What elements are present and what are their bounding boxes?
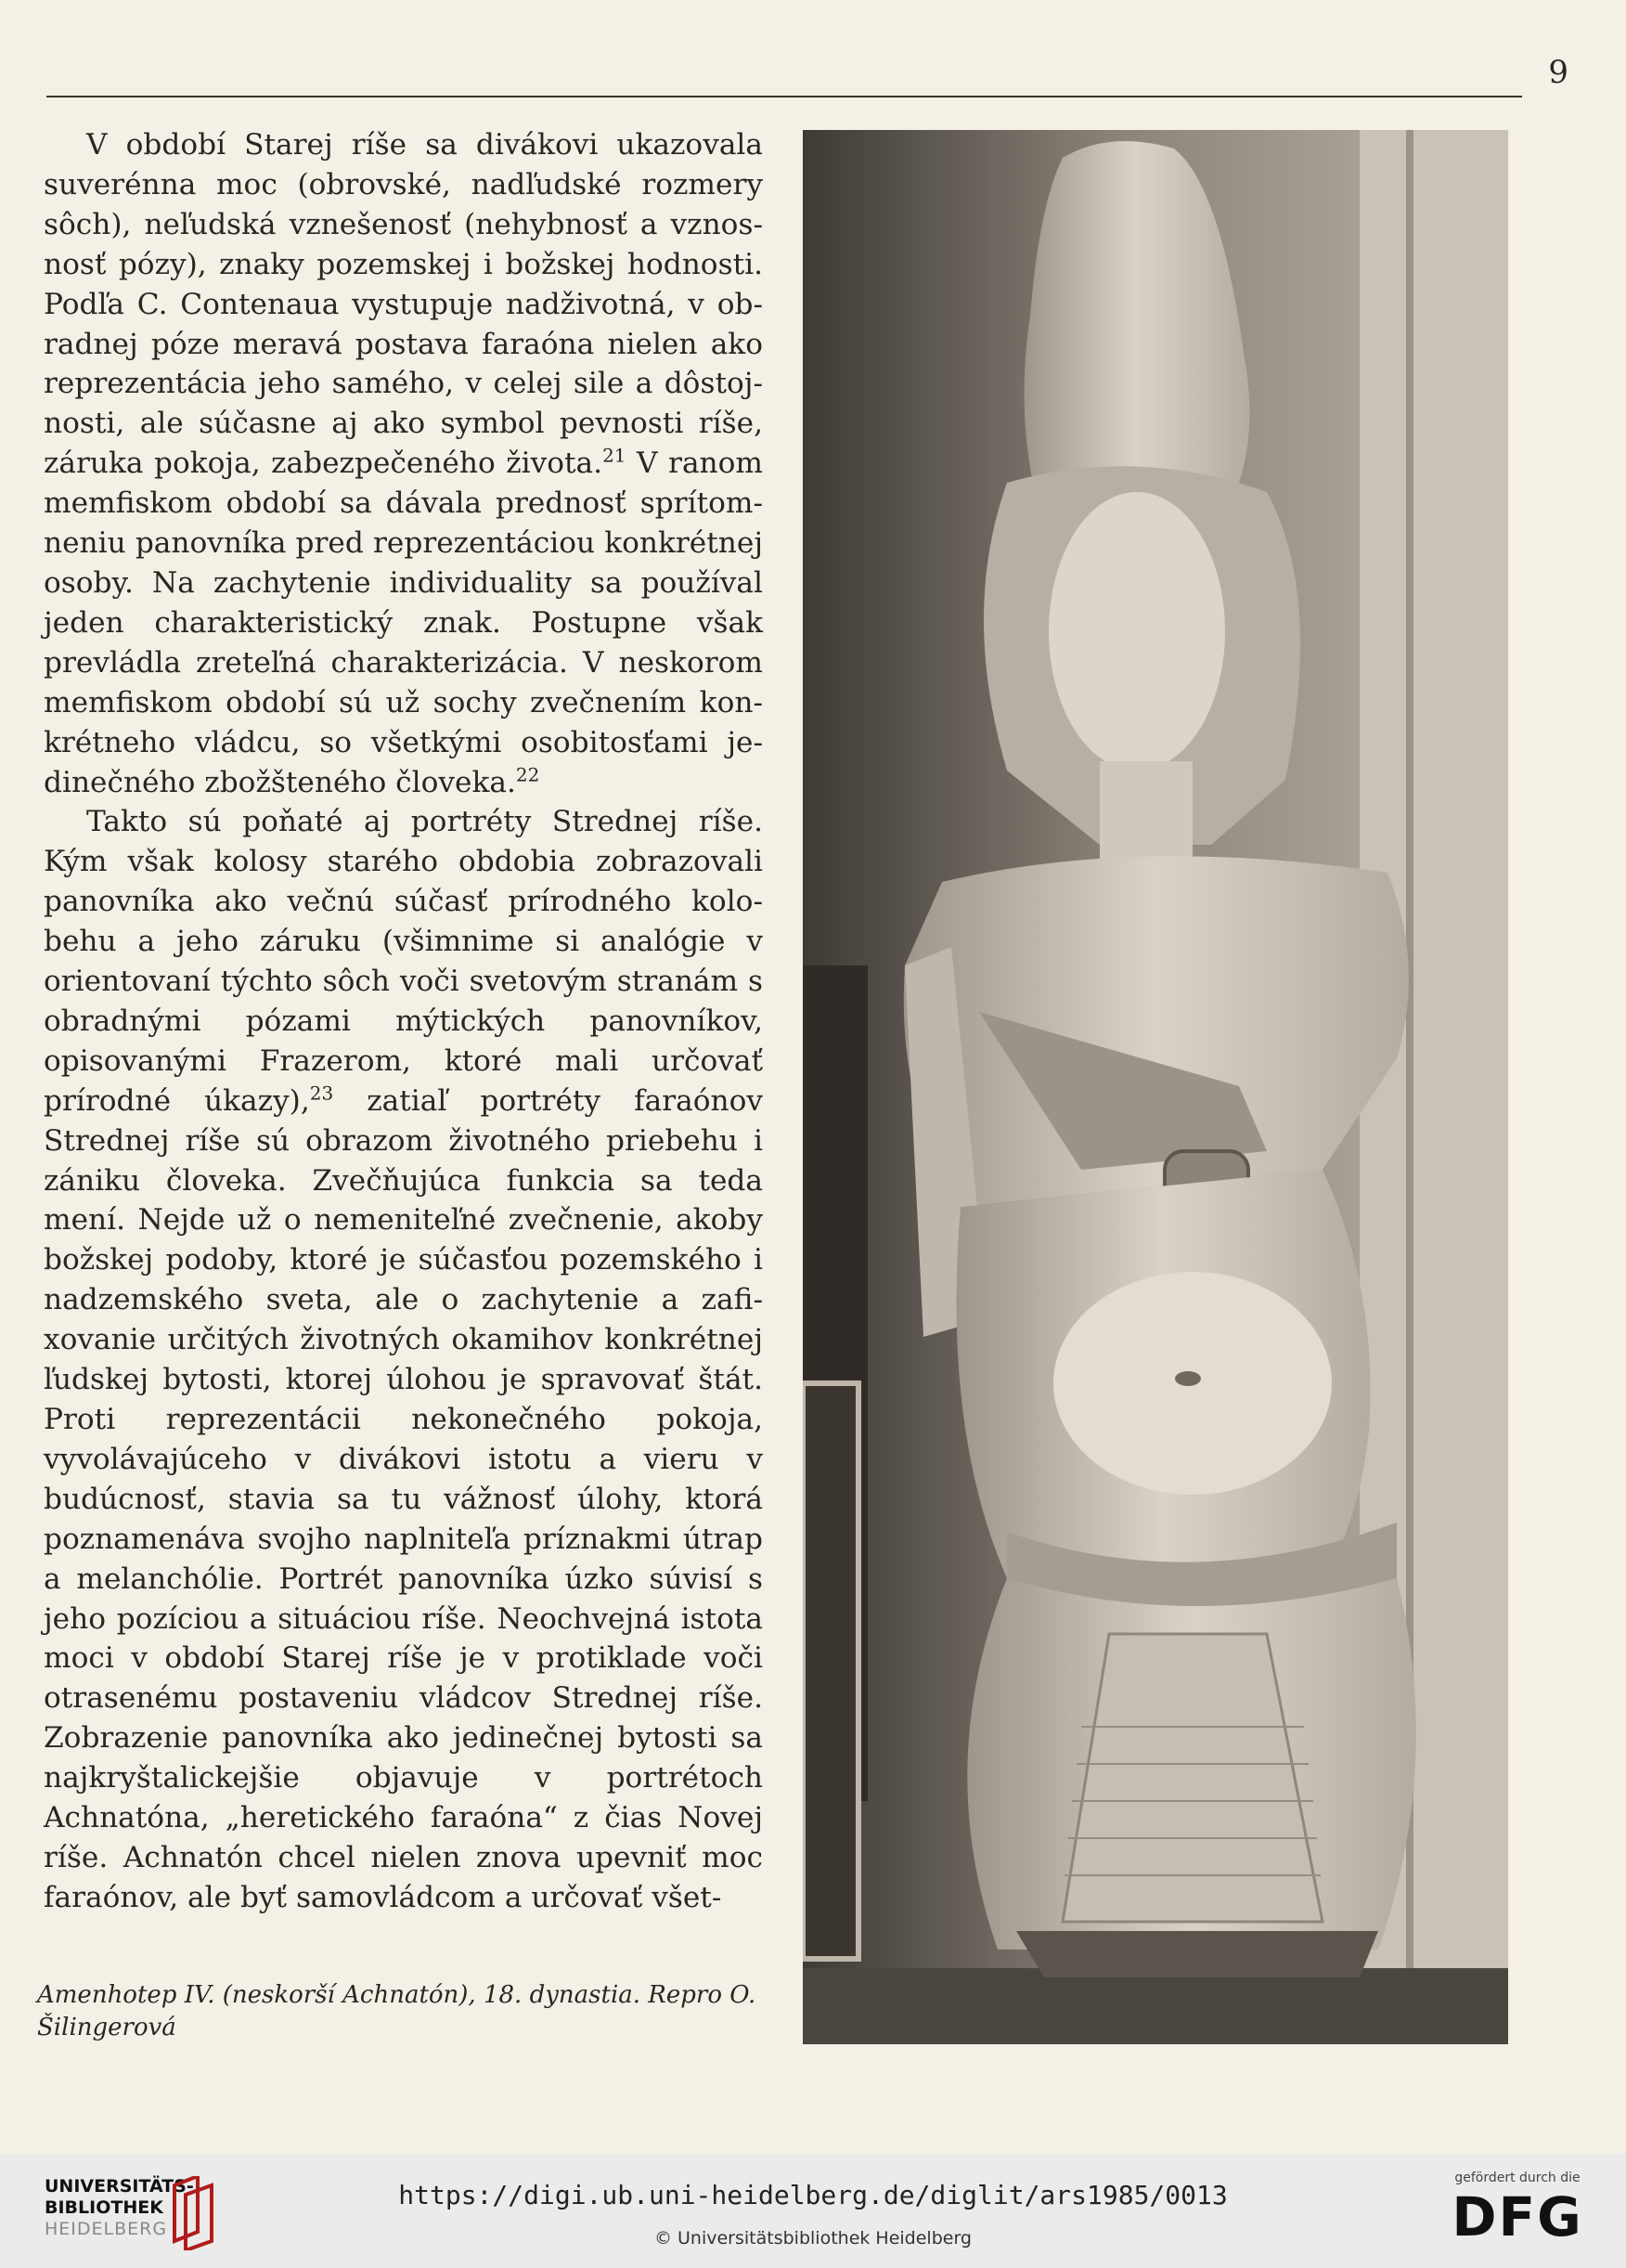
dfg-logo: DFG <box>1452 2185 1583 2249</box>
statue-illustration <box>803 130 1508 2044</box>
paragraph-2 <box>44 802 763 1917</box>
paragraph-2-text-a: Takto sú poňaté aj portréty Strednej ríše. Kým však kolosy starého obdobia zobrazovali panovníka ako večnú súčasť prírodného kolobehu a jeho záruku (všimnime si analógie v orientovaní týchto sôch voči svetovým stranám s obradnými pózami mýtických panovníkov, opisovanými Frazerom, ktoré mali určovať prírodné úkazy), <box>44 805 763 1118</box>
footnote-ref-23[interactable]: 23 <box>309 1082 334 1105</box>
paragraph-1-text-a: V období Starej ríše sa divákovi ukazovala suverénna moc (obrovské, nadľudské rozmery sôch), neľudská vznešenosť (nehybnosť a vznosnosť pózy), znaky pozemskej i božskej hodnosti. Podľa C. Contenaua vystupuje nadživotná, v obradnej póze meravá postava faraóna nielen ako reprezentácia jeho samého, v celej sile a dôstojnosti, ale súčasne aj ako symbol pevnosti ríše, záruka pokoja, zabezpečeného života. <box>44 128 763 481</box>
body-text <box>44 125 763 1918</box>
header-rule <box>46 96 1522 97</box>
footnote-ref-21[interactable]: 21 <box>602 444 626 467</box>
library-name-line3: HEIDELBERG <box>45 2219 168 2239</box>
paragraph-1 <box>44 125 763 802</box>
funder-note: gefördert durch die <box>1454 2171 1581 2185</box>
statue-photograph <box>803 130 1508 2044</box>
paragraph-1-text-b: V ranom memfiskom období sa dávala prednosť sprítomneniu panovníka pred reprezentáciou konkrétnej osoby. Na zachytenie individuality sa používal jeden charakteristický znak. Postupne však prevládla zreteľná charakterizácia. V neskorom memfiskom období sú už sochy zvečnením konkrétneho vládcu, so všetkými osobitosťami jedinečného zbožšteného človeka. <box>44 447 763 799</box>
footer-bar <box>0 2154 1626 2268</box>
library-name-line2: BIBLIOTHEK <box>45 2197 163 2218</box>
permalink-url[interactable]: https://digi.ub.uni-heidelberg.de/diglit/ars1985/0013 <box>398 2180 1228 2210</box>
page-number: 9 <box>1548 54 1568 91</box>
footnote-ref-22[interactable]: 22 <box>515 763 540 786</box>
paragraph-2-text-b: zatiaľ portréty faraónov Strednej ríše sú obrazom životného priebehu i zániku človeka. Zvečňujúca funkcia sa teda mení. Nejde už o nemeniteľné zvečnenie, akoby božskej podoby, ktoré je súčasťou pozemského i nadzemského sveta, ale o zachytenie a zafixovanie určitých životných okamihov konkrétnej ľudskej bytosti, ktorej úlohou je spravovať štát. Proti reprezentácii nekonečného pokoja, vyvolávajúceho v divákovi istotu a vieru v budúcnosť, stavia sa tu vážnosť úlohy, ktorá poznamenáva svojho naplniteľa príznakmi útrap a melanchólie. Portrét panovníka úzko súvisí s jeho pozíciou a situáciou ríše. Neochvejná istota moci v období Starej ríše je v protiklade voči otrasenému postaveniu vládcov Strednej ríše. Zobrazenie panovníka ako jedinečnej bytosti sa najkryštalickejšie objavuje v portrétoch Achnatóna, „heretického faraóna“ z čias Novej ríše. Achnatón chcel nielen znova upevniť moc faraónov, ale byť samovládcom a určovať všet- <box>44 1083 763 1914</box>
copyright-notice: © Universitätsbibliothek Heidelberg <box>653 2228 972 2249</box>
figure-caption: Amenhotep IV. (neskorší Achnatón), 18. dynastia. Repro O. Šilingerová <box>37 1981 756 2041</box>
library-name-line1: UNIVERSITÄTS- <box>45 2176 194 2197</box>
funder-block[interactable] <box>1429 2171 1606 2249</box>
